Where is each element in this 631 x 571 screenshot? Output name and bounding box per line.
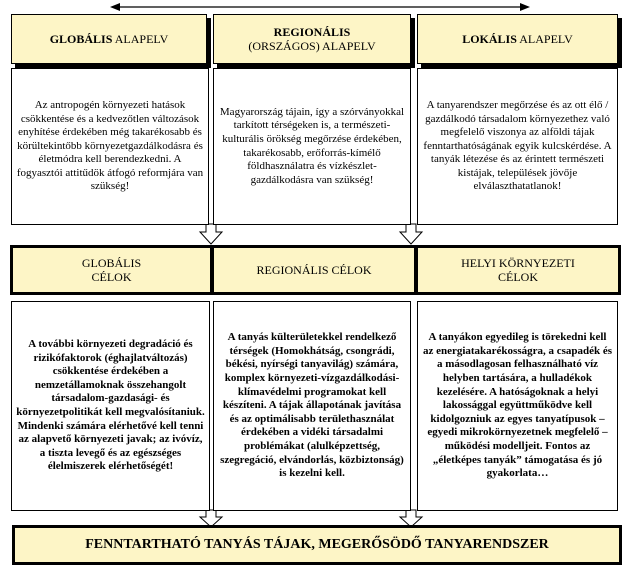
down-arrow-2 xyxy=(400,224,422,244)
global-goals-line1: GLOBÁLIS xyxy=(81,256,142,270)
global-principle-bold: GLOBÁLIS xyxy=(49,32,113,46)
regional-goals-text: A tanyás külterületekkel rendelkező térségek (Homokhátság, csongrádi, békési, nyírségi tanyavilág) számára, komplex környezeti-vízgazdálkodási- klímavédelmi programokat kell készíteni. A tájak állapotának javítása és az optimálisabb területhasználat érdekében a vidéki társadalmi problémákat (alulképzettség, szegregáció, elvándorlás, közbiztonság) is kezelni kell. xyxy=(213,301,411,511)
global-goals-line2: CÉLOK xyxy=(91,270,132,284)
local-goals-line2: CÉLOK xyxy=(498,270,538,284)
regional-goals-line1: REGIONÁLIS CÉLOK xyxy=(256,263,372,277)
global-principle-text: Az antropogén környezeti hatások csökkentése és a kedvezőtlen változások enyhítése érdekében még takarékosabb és körültekintőbb környezetgazdálkodásra és életmódra kell berendezkedni. A fogyasztói attitűdök átfogó reformjára van szükség! xyxy=(11,68,209,225)
global-principle-rest: ALAPELV xyxy=(112,32,169,46)
regional-principle-line2: (ORSZÁGOS) ALAPELV xyxy=(248,39,376,53)
global-goals-header xyxy=(10,245,213,295)
regional-goals-header xyxy=(211,245,417,295)
local-principle-rest: ALAPELV xyxy=(516,32,573,46)
global-principle-header xyxy=(11,14,207,64)
global-goals-text: A további környezeti degradáció és rizikófaktorok (éghajlatváltozás) csökkentése érdekében a nemzetállamoknak összehangolt társadalom-gazdasági- és környezetpolitikát kell megvalósítaniuk. Mindenki számára elérhetővé kell tenni az alapvető környezeti javak; az ivóvíz, a tiszta levegő és az egészséges élelmiszerek elérhetőségét! xyxy=(11,301,210,511)
regional-principle-text: Magyarország tájain, így a szórványokkal tarkított térségeken is, a természeti- kulturális örökség megőrzése érdekében, takarékosabb, erőforrás-kímélő földhasználatra és vízkészlet-gazdálkodásra van szükség! xyxy=(213,68,411,225)
regional-principle-line1: REGIONÁLIS xyxy=(273,25,351,39)
local-principle-header xyxy=(417,14,618,64)
local-goals-header xyxy=(415,245,621,295)
top-arrow-left-head xyxy=(110,3,120,11)
local-principle-bold: LOKÁLIS xyxy=(462,32,517,46)
local-goals-line1: HELYI KÖRNYEZETI xyxy=(461,256,575,270)
down-arrow-1 xyxy=(200,224,222,244)
final-goal-banner: FENNTARTHATÓ TANYÁS TÁJAK, MEGERŐSÖDŐ TANYARENDSZER xyxy=(12,525,622,565)
local-goals-text: A tanyákon egyedileg is törekedni kell az energiatakarékosságra, a csapadék és a másodlagosan felhasználható víz helyben tartására, a hulladékok kezelésére. A hatóságoknak a helyi lakossággal együttműködve kell kidolgozniuk az egyes tanyatípusok – egyedi mikrokörnyezetnek megfelelő – működési modelljeit. Fontos az „életképes tanyák” támogatása és jó gyakorlata… xyxy=(417,301,618,511)
top-arrow-right-head xyxy=(520,3,530,11)
regional-principle-header xyxy=(213,14,411,64)
local-principle-text: A tanyarendszer megőrzése és az ott élő / gazdálkodó társadalom környezethez való megfelelő viszonya az alföldi tájak fenntarthatóságának egyik kulcskérdése. A tanyák létezése és az érintett természeti kistájak, települések jövője elválaszthatatlanok! xyxy=(417,68,618,225)
